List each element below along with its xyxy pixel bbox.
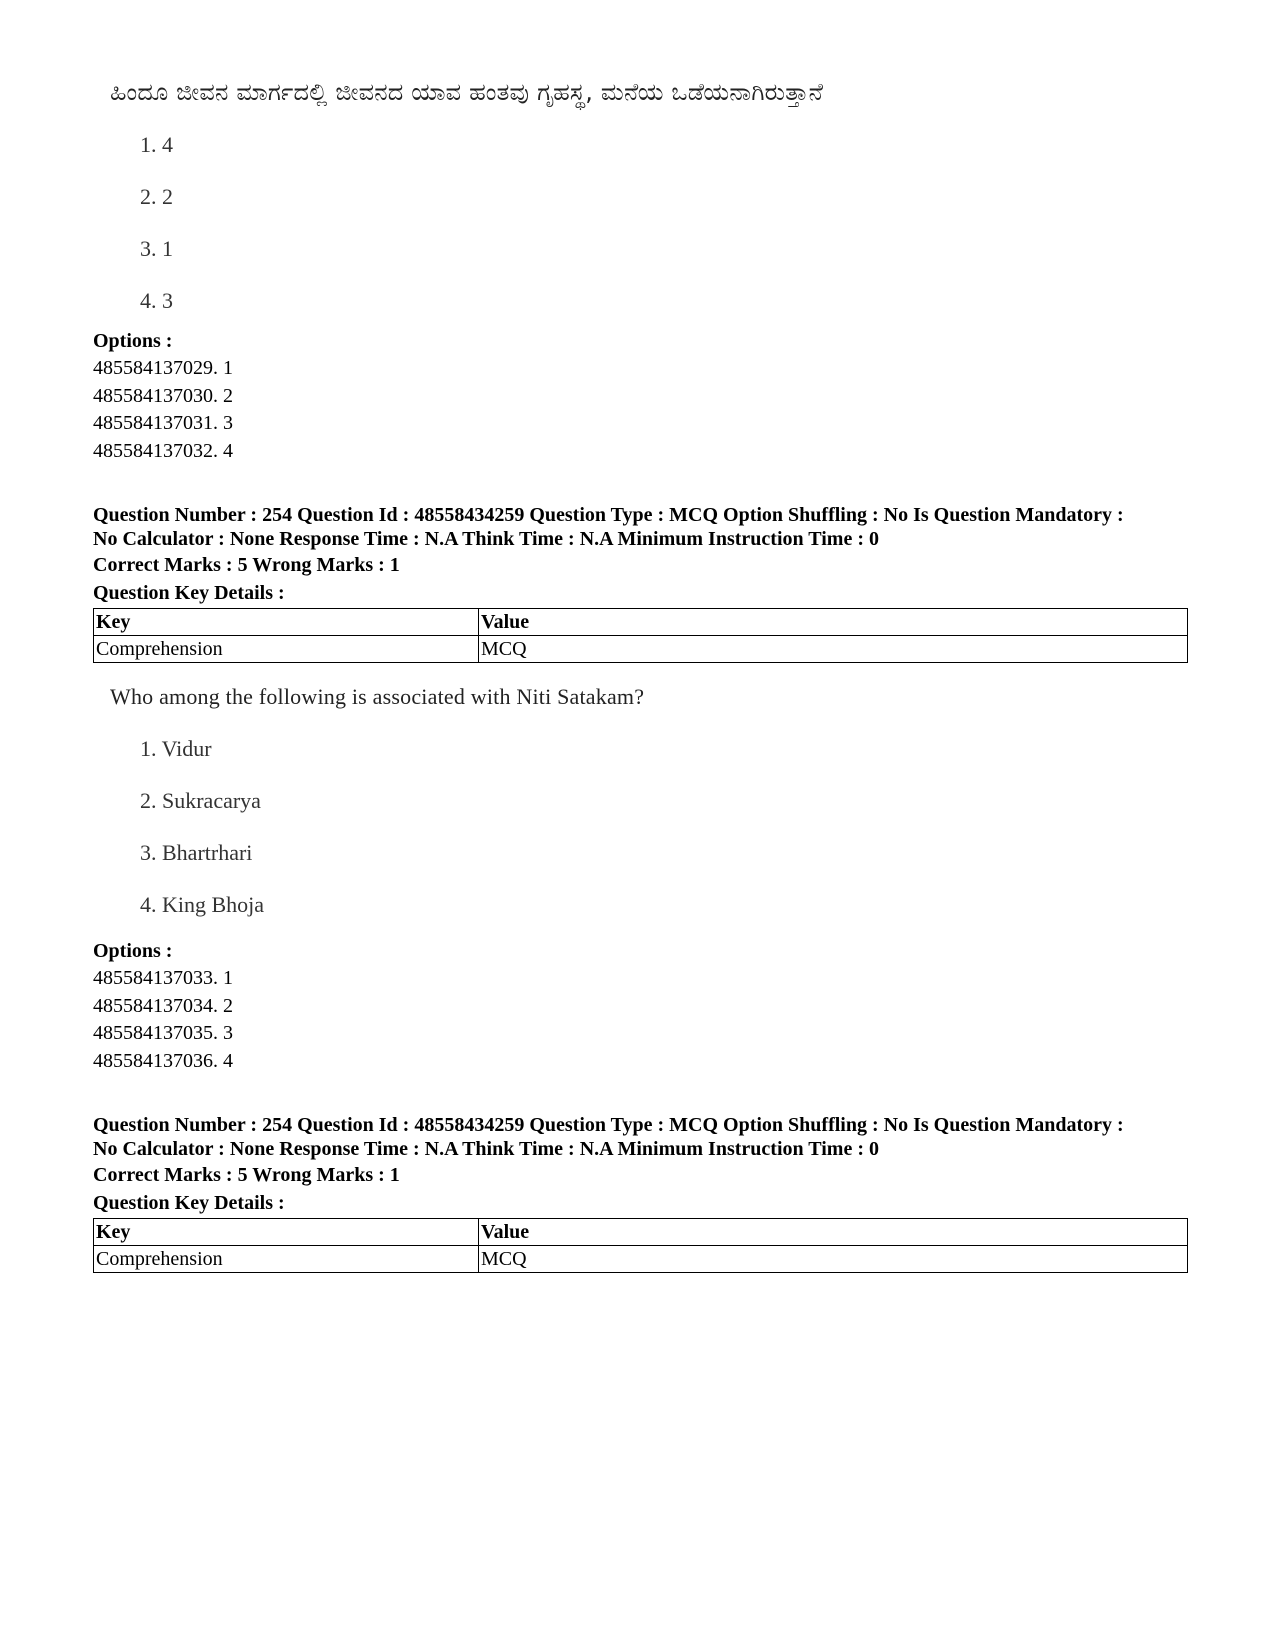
key-details-table [93,608,1188,663]
table-row [94,1246,1188,1273]
meta-line-2: No Calculator : None Response Time : N.A Think Time : N.A Minimum Instruction Time : 0 [93,1138,879,1160]
option-id-2: 485584137034. 2 [93,995,233,1017]
table-header-row [94,609,1188,636]
choice-2: 2. Sukracarya [140,788,261,813]
meta-line-2: No Calculator : None Response Time : N.A Think Time : N.A Minimum Instruction Time : 0 [93,528,879,550]
table-cell-value: MCQ [479,636,1188,663]
key-details-table [93,1218,1188,1273]
meta-line-1: Question Number : 254 Question Id : 48558434259 Question Type : MCQ Option Shuffling : No Is Question Mandatory : [93,504,1124,526]
table-header-row [94,1219,1188,1246]
table-header-key: Key [94,609,479,636]
choice-3: 3. 1 [140,236,173,261]
table-header-key: Key [94,1219,479,1246]
question-meta [93,503,1193,551]
meta-line-1: Question Number : 254 Question Id : 48558434259 Question Type : MCQ Option Shuffling : No Is Question Mandatory : [93,1114,1124,1136]
table-cell-key: Comprehension [94,636,479,663]
choice-4: 4. 3 [140,288,173,313]
choice-3: 3. Bhartrhari [140,840,253,865]
choice-2: 2. 2 [140,184,173,209]
key-details-label: Question Key Details : [93,1192,285,1214]
option-id-4: 485584137036. 4 [93,1050,233,1072]
option-id-3: 485584137031. 3 [93,412,233,434]
choice-4: 4. King Bhoja [140,892,265,917]
choice-1: 1. Vidur [140,736,212,761]
options-label: Options : [93,940,173,962]
question-meta [93,1113,1193,1161]
option-id-1: 485584137029. 1 [93,357,233,379]
table-header-value: Value [479,1219,1188,1246]
option-id-4: 485584137032. 4 [93,440,233,462]
marks-line: Correct Marks : 5 Wrong Marks : 1 [93,1164,400,1186]
table-cell-key: Comprehension [94,1246,479,1273]
choice-1: 1. 4 [140,132,173,157]
question-text: Who among the following is associated with Niti Satakam? [110,684,645,709]
options-label: Options : [93,330,173,352]
option-id-2: 485584137030. 2 [93,385,233,407]
table-cell-value: MCQ [479,1246,1188,1273]
table-row [94,636,1188,663]
table-header-value: Value [479,609,1188,636]
key-details-label: Question Key Details : [93,582,285,604]
question-text-kannada: ಹಿಂದೂ ಜೀವನ ಮಾರ್ಗದಲ್ಲಿ ಜೀವನದ ಯಾವ ಹಂತವು ಗೃಹಸ್ಥ, ಮನೆಯ ಒಡೆಯನಾಗಿರುತ್ತಾನೆ [110,78,824,106]
marks-line: Correct Marks : 5 Wrong Marks : 1 [93,554,400,576]
option-id-3: 485584137035. 3 [93,1022,233,1044]
option-id-1: 485584137033. 1 [93,967,233,989]
